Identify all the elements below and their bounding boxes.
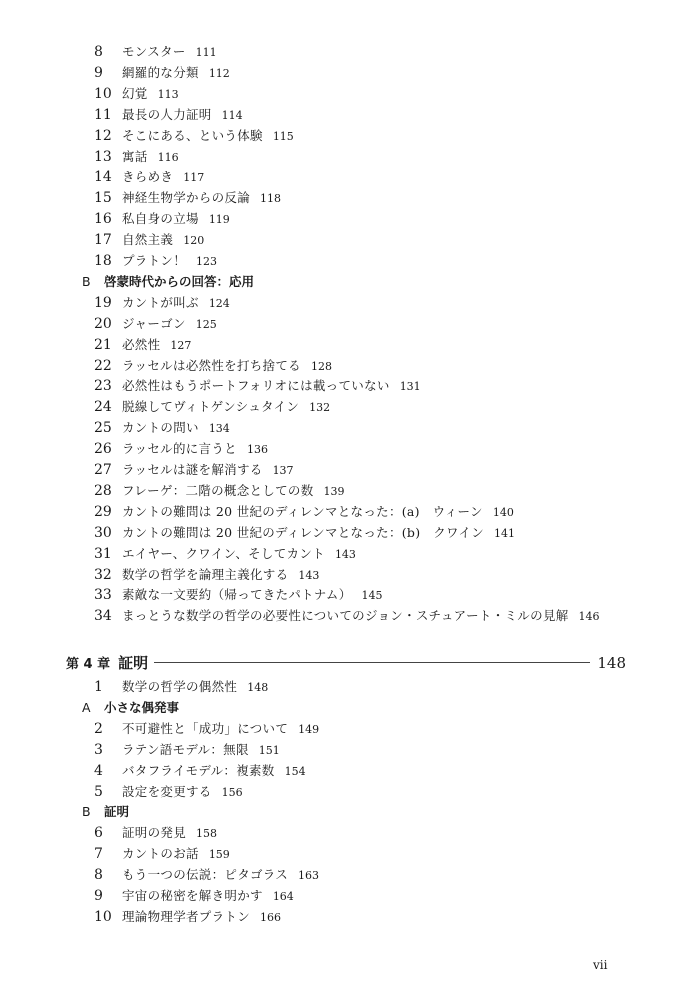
entry-title: プラトン！ xyxy=(122,253,187,268)
entry-number: 22 xyxy=(94,357,112,374)
chapter-label: 第 4 章 xyxy=(66,657,111,672)
entry-title: カントの難問は 20 世紀のディレンマとなった：(a) ウィーン xyxy=(122,503,483,519)
toc-entry xyxy=(94,502,514,522)
toc-entry xyxy=(94,740,280,760)
section-letter: A xyxy=(82,699,91,715)
entry-page: 120 xyxy=(183,234,205,248)
entry-title: 理論物理学者プラトン xyxy=(122,908,251,924)
entry-title: きらめき xyxy=(122,169,174,185)
entry-number: 23 xyxy=(94,378,112,395)
entry-title: カントの難問は 20 世紀のディレンマとなった：(b) クワイン xyxy=(122,524,485,540)
entry-page: 163 xyxy=(298,869,320,883)
entry-page: 145 xyxy=(361,589,383,603)
toc-entry xyxy=(94,105,243,125)
section-heading xyxy=(82,802,129,822)
entry-title: 宇宙の秘密を解き明かす xyxy=(122,888,263,903)
entry-title: バタフライモデル：複素数 xyxy=(122,762,275,778)
entry-title: ラッセルは必然性を打ち捨てる xyxy=(122,357,301,373)
entry-number: 8 xyxy=(94,44,103,60)
entry-page: 118 xyxy=(260,192,282,206)
entry-number: 9 xyxy=(94,64,103,81)
entry-title: そこにある、という体験 xyxy=(122,127,263,143)
entry-title: 証明の発見 xyxy=(122,825,187,841)
section-letter: B xyxy=(82,804,91,820)
toc-entry xyxy=(94,606,600,626)
entry-page: 114 xyxy=(221,108,243,122)
entry-page: 143 xyxy=(334,547,356,561)
entry-title: 必然性 xyxy=(122,336,161,352)
entry-number: 4 xyxy=(94,762,103,779)
entry-page: 158 xyxy=(196,827,218,841)
toc-entry xyxy=(94,544,356,564)
entry-number: 2 xyxy=(94,720,103,737)
entry-title: ジャーゴン xyxy=(122,315,186,331)
entry-title: カントのお話 xyxy=(122,846,199,862)
entry-title: 数学の哲学を論理主義化する xyxy=(122,566,289,582)
toc-entry xyxy=(94,418,230,438)
toc-entry xyxy=(94,251,217,271)
entry-page: 151 xyxy=(258,743,280,757)
entry-number: 28 xyxy=(94,482,112,499)
toc-entry xyxy=(94,126,294,146)
section-heading xyxy=(82,698,179,718)
section-letter: B xyxy=(82,273,91,289)
entry-title: モンスター xyxy=(122,44,186,59)
entry-page: 131 xyxy=(399,380,421,394)
entry-title: まっとうな数学の哲学の必要性についてのジョン・スチュアート・ミルの見解 xyxy=(122,608,569,624)
entry-page: 136 xyxy=(246,443,268,457)
toc-entry xyxy=(94,523,515,543)
toc-entry xyxy=(94,314,217,334)
entry-page: 128 xyxy=(310,359,332,373)
entry-title: ラッセルは謎を解消する xyxy=(122,462,263,477)
toc-entry xyxy=(94,63,230,83)
entry-page: 119 xyxy=(208,213,230,227)
entry-page: 149 xyxy=(298,722,320,736)
entry-number: 9 xyxy=(94,888,103,904)
entry-title: フレーゲ：二階の概念としての数 xyxy=(122,482,314,498)
entry-number: 20 xyxy=(94,315,112,332)
entry-number: 26 xyxy=(94,441,112,458)
entry-page: 123 xyxy=(196,255,218,268)
entry-number: 31 xyxy=(94,545,112,562)
toc-entry xyxy=(94,844,230,864)
toc-entry xyxy=(94,356,332,376)
entry-page: 132 xyxy=(309,401,331,415)
toc-entry xyxy=(94,293,230,313)
section-heading xyxy=(82,272,254,292)
entry-title: 網羅的な分類 xyxy=(122,64,199,80)
entry-page: 125 xyxy=(195,317,217,331)
entry-title: カントの問い xyxy=(122,420,199,436)
entry-page: 166 xyxy=(260,910,282,924)
entry-number: 25 xyxy=(94,420,112,437)
toc-entry xyxy=(94,481,345,501)
entry-title: エイヤー、クワイン、そしてカント xyxy=(122,545,325,561)
entry-title: 神経生物学からの反論 xyxy=(122,190,251,206)
entry-page: 137 xyxy=(272,464,294,477)
toc-entry xyxy=(94,167,204,187)
entry-title: 幻覚 xyxy=(122,85,148,101)
entry-title: 不可避性と「成功」について xyxy=(122,720,289,736)
entry-title: 最長の人力証明 xyxy=(122,106,212,122)
entry-title: ラッセル的に言うと xyxy=(122,441,237,457)
entry-title: 素敵な一文要約（帰ってきたパトナム） xyxy=(122,587,352,603)
entry-title: 私自身の立場 xyxy=(122,211,199,227)
toc-entry xyxy=(94,84,179,104)
chapter-page: 148 xyxy=(597,654,626,672)
entry-number: 15 xyxy=(94,190,112,207)
entry-number: 7 xyxy=(94,846,103,863)
entry-number: 30 xyxy=(94,524,112,541)
entry-page: 164 xyxy=(272,890,294,903)
entry-number: 3 xyxy=(94,741,103,758)
entry-title: 数学の哲学の偶然性 xyxy=(122,679,238,694)
entry-number: 14 xyxy=(94,169,112,186)
toc-entry xyxy=(94,42,217,62)
entry-number: 11 xyxy=(94,106,112,123)
entry-number: 33 xyxy=(94,587,112,604)
entry-title: 脱線してヴィトゲンシュタイン xyxy=(122,399,300,415)
toc-entry xyxy=(94,907,281,927)
entry-page: 124 xyxy=(208,296,230,310)
entry-number: 6 xyxy=(94,825,103,842)
toc-entry xyxy=(94,823,217,843)
toc-entry xyxy=(94,209,230,229)
entry-number: 1 xyxy=(94,679,103,695)
entry-number: 10 xyxy=(94,908,112,925)
entry-number: 24 xyxy=(94,399,112,416)
entry-page: 154 xyxy=(284,764,306,778)
toc-entry xyxy=(94,147,179,167)
entry-page: 146 xyxy=(578,610,600,624)
entry-page: 127 xyxy=(170,338,192,352)
entry-title: 設定を変更する xyxy=(122,783,212,799)
section-title: 小さな偶発事 xyxy=(104,699,180,715)
chapter-title: 証明 xyxy=(118,654,149,672)
entry-number: 18 xyxy=(94,253,112,269)
toc-entry xyxy=(94,335,191,355)
entry-page: 134 xyxy=(208,422,230,436)
toc-entry xyxy=(94,397,330,417)
entry-page: 113 xyxy=(157,87,179,101)
entry-number: 10 xyxy=(94,85,112,102)
section-title: 啓蒙時代からの回答：応用 xyxy=(104,273,255,289)
entry-number: 5 xyxy=(94,783,103,800)
toc-entry xyxy=(94,565,319,585)
entry-page: 117 xyxy=(183,171,205,185)
toc-entry xyxy=(94,761,306,781)
toc-entry xyxy=(94,460,294,480)
toc-entry xyxy=(94,719,319,739)
entry-number: 19 xyxy=(94,294,112,311)
toc-entry xyxy=(94,585,383,605)
toc-entry xyxy=(94,376,421,396)
entry-number: 16 xyxy=(94,211,112,228)
section-title: 証明 xyxy=(104,804,130,820)
entry-page: 141 xyxy=(494,526,516,540)
toc-entry xyxy=(94,677,268,697)
entry-number: 17 xyxy=(94,232,112,249)
entry-title: ラテン語モデル：無限 xyxy=(122,741,249,757)
entry-number: 34 xyxy=(94,608,112,625)
entry-page: 156 xyxy=(221,785,243,799)
entry-number: 12 xyxy=(94,127,112,144)
toc-entry xyxy=(94,188,281,208)
toc-entry xyxy=(94,782,243,802)
chapter-heading xyxy=(66,651,626,675)
entry-number: 29 xyxy=(94,503,112,520)
entry-page: 148 xyxy=(247,681,269,694)
entry-title: 寓話 xyxy=(122,148,148,164)
entry-title: もう一つの伝説：ピタゴラス xyxy=(122,867,289,883)
entry-number: 27 xyxy=(94,462,112,478)
entry-page: 159 xyxy=(208,848,230,862)
entry-number: 8 xyxy=(94,867,103,884)
toc-entry xyxy=(94,439,268,459)
entry-page: 140 xyxy=(492,505,514,519)
entry-number: 32 xyxy=(94,566,112,583)
entry-page: 139 xyxy=(323,484,345,498)
entry-page: 111 xyxy=(195,46,217,59)
chapter-rule xyxy=(154,662,590,663)
entry-page: 116 xyxy=(157,150,179,164)
entry-number: 13 xyxy=(94,148,112,165)
page-number: vii xyxy=(593,958,608,972)
entry-title: 必然性はもうポートフォリオには載っていない xyxy=(122,378,390,394)
toc-entry xyxy=(94,230,204,250)
entry-page: 143 xyxy=(298,568,320,582)
entry-title: カントが叫ぶ xyxy=(122,294,199,310)
entry-page: 115 xyxy=(272,129,294,143)
entry-number: 21 xyxy=(94,336,112,353)
entry-title: 自然主義 xyxy=(122,232,174,248)
entry-page: 112 xyxy=(208,66,230,80)
toc-entry xyxy=(94,865,319,885)
toc-entry xyxy=(94,886,294,906)
